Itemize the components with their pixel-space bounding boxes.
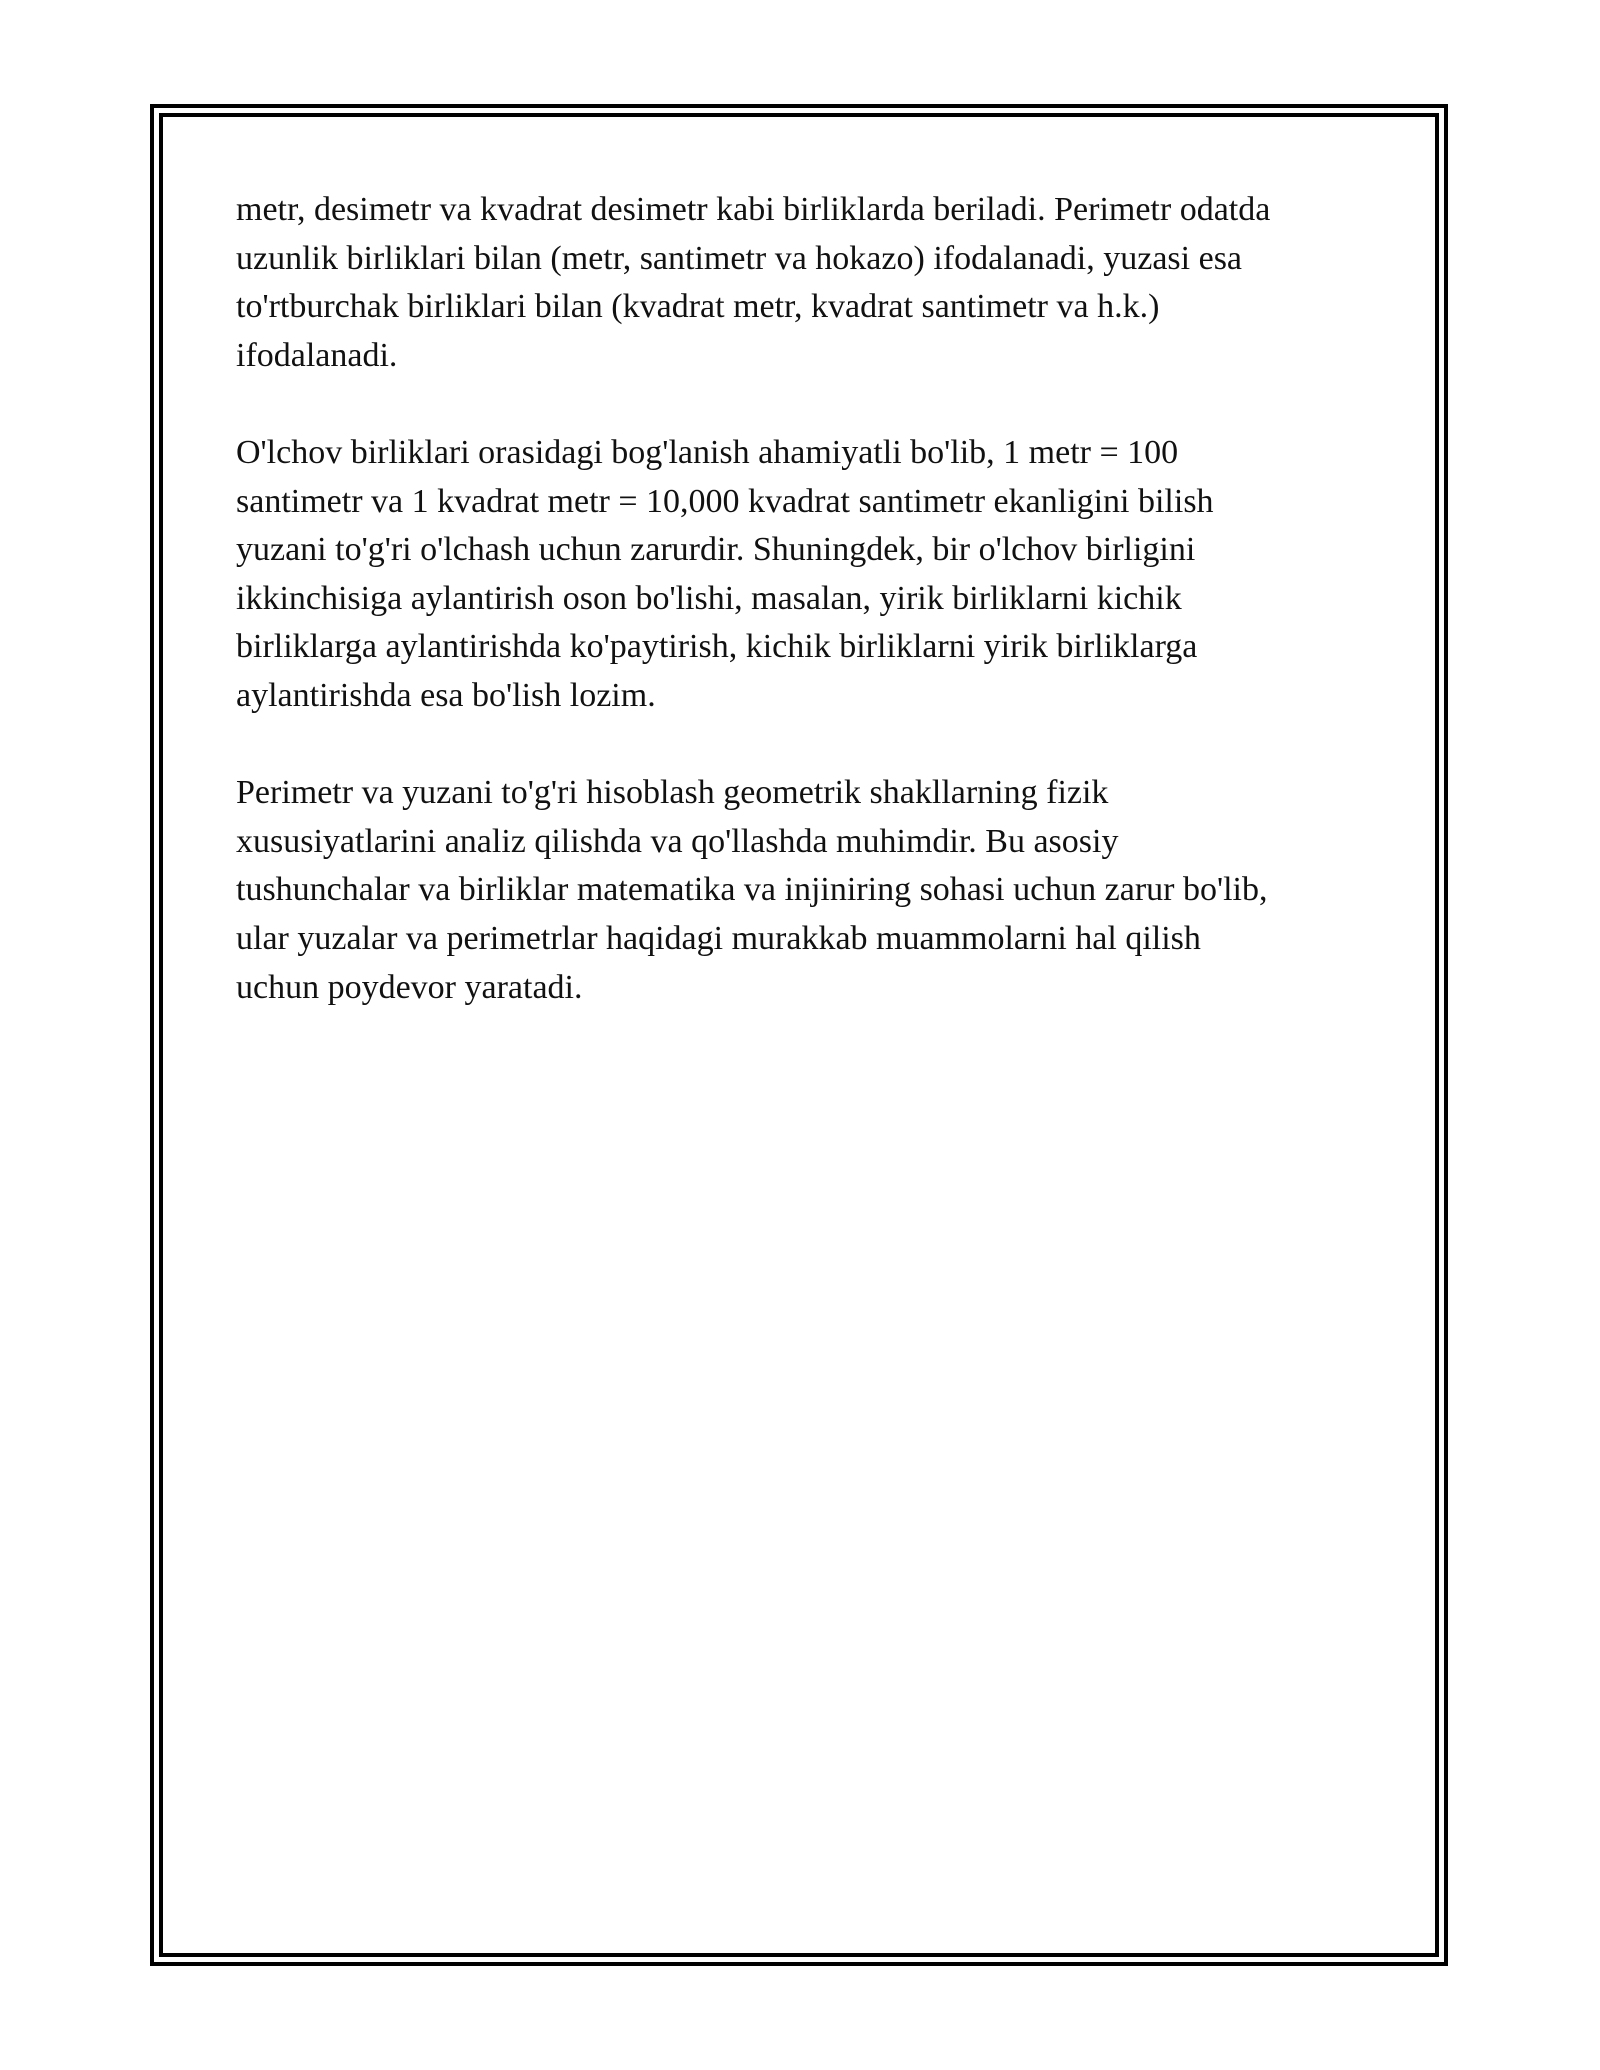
text-line: Perimetr va yuzani to'g'ri hisoblash geometrik shakllarning fizik [236,774,1109,812]
text-line: uzunlik birliklari bilan (metr, santimetr va hokazo) ifodalanadi, yuzasi esa [236,239,1243,277]
text-line: uchun poydevor yaratadi. [236,968,583,1006]
text-line: aylantirishda esa bo'lish lozim. [236,676,656,714]
text-line: ifodalanadi. [236,336,398,374]
text-line: O'lchov birliklari orasidagi bog'lanish ahamiyatli bo'lib, 1 metr = 100 [236,433,1179,471]
paragraph-1 [236,186,1366,380]
document-body [236,186,1366,1061]
text-line: ikkinchisiga aylantirish oson bo'lishi, masalan, yirik birliklarni kichik [236,579,1182,617]
text-line: xususiyatlarini analiz qilishda va qo'llashda muhimdir. Bu asosiy [236,822,1119,860]
paragraph-3 [236,769,1366,1012]
text-line: yuzani to'g'ri o'lchash uchun zarurdir. Shuningdek, bir o'lchov birligini [236,531,1196,569]
paragraph-2 [236,429,1366,721]
text-line: to'rtburchak birliklari bilan (kvadrat metr, kvadrat santimetr va h.k.) [236,288,1160,326]
text-line: tushunchalar va birliklar matematika va injiniring sohasi uchun zarur bo'lib, [236,871,1268,909]
text-line: ular yuzalar va perimetrlar haqidagi murakkab muammolarni hal qilish [236,919,1201,957]
text-line: metr, desimetr va kvadrat desimetr kabi birliklarda beriladi. Perimetr odatda [236,191,1271,228]
text-line: santimetr va 1 kvadrat metr = 10,000 kvadrat santimetr ekanligini bilish [236,482,1214,520]
text-line: birliklarga aylantirishda ko'paytirish, kichik birliklarni yirik birliklarga [236,628,1198,666]
